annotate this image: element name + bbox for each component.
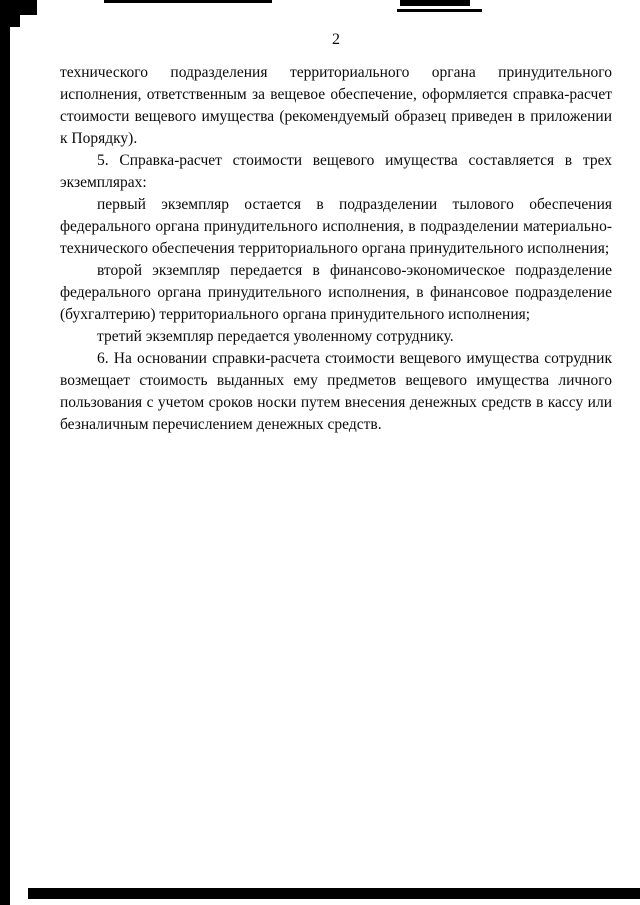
scan-artifact-top-right-line (397, 9, 482, 12)
paragraph-copy-third: третий экземпляр передается уволенному сотруднику. (97, 328, 454, 345)
scan-artifact-top-left-step (0, 15, 20, 27)
paragraph-copy-first: первый экземпляр остается в подразделении тылового обеспечения федерального органа принудительного исполнения, в подразделении материально-технического обеспечения территориального органа принудительного исполнения; (60, 196, 612, 257)
paragraph-copy-second: второй экземпляр передается в финансово-экономическое подразделение федерального органа принудительного исполнения, в финансовое подразделение (бухгалтерию) территориального органа принудительного исполнения; (60, 262, 612, 323)
scan-artifact-bottom-bar (28, 888, 640, 899)
document-body (60, 62, 612, 436)
page-number: 2 (332, 31, 340, 48)
paragraph-item-6: 6. На основании справки-расчета стоимости вещевого имущества сотрудник возмещает стоимость выданных ему предметов вещевого имущества личного пользования с учетом сроков носки путем внесения денежных средств в кассу или безналичным перечислением денежных средств. (60, 350, 612, 433)
paragraph-continuation: технического подразделения территориального органа принудительного исполнения, ответственным за вещевое обеспечение, оформляется справка-расчет стоимости вещевого имущества (рекомендуемый образец приведен в приложении к Порядку). (60, 64, 612, 147)
scan-artifact-top-left-block (0, 0, 37, 15)
scan-artifact-left-edge (0, 0, 10, 905)
scan-artifact-top-right-mark (400, 0, 470, 6)
paragraph-item-5: 5. Справка-расчет стоимости вещевого имущества составляется в трех экземплярах: (60, 152, 612, 191)
scan-artifact-top-line (104, 0, 272, 3)
